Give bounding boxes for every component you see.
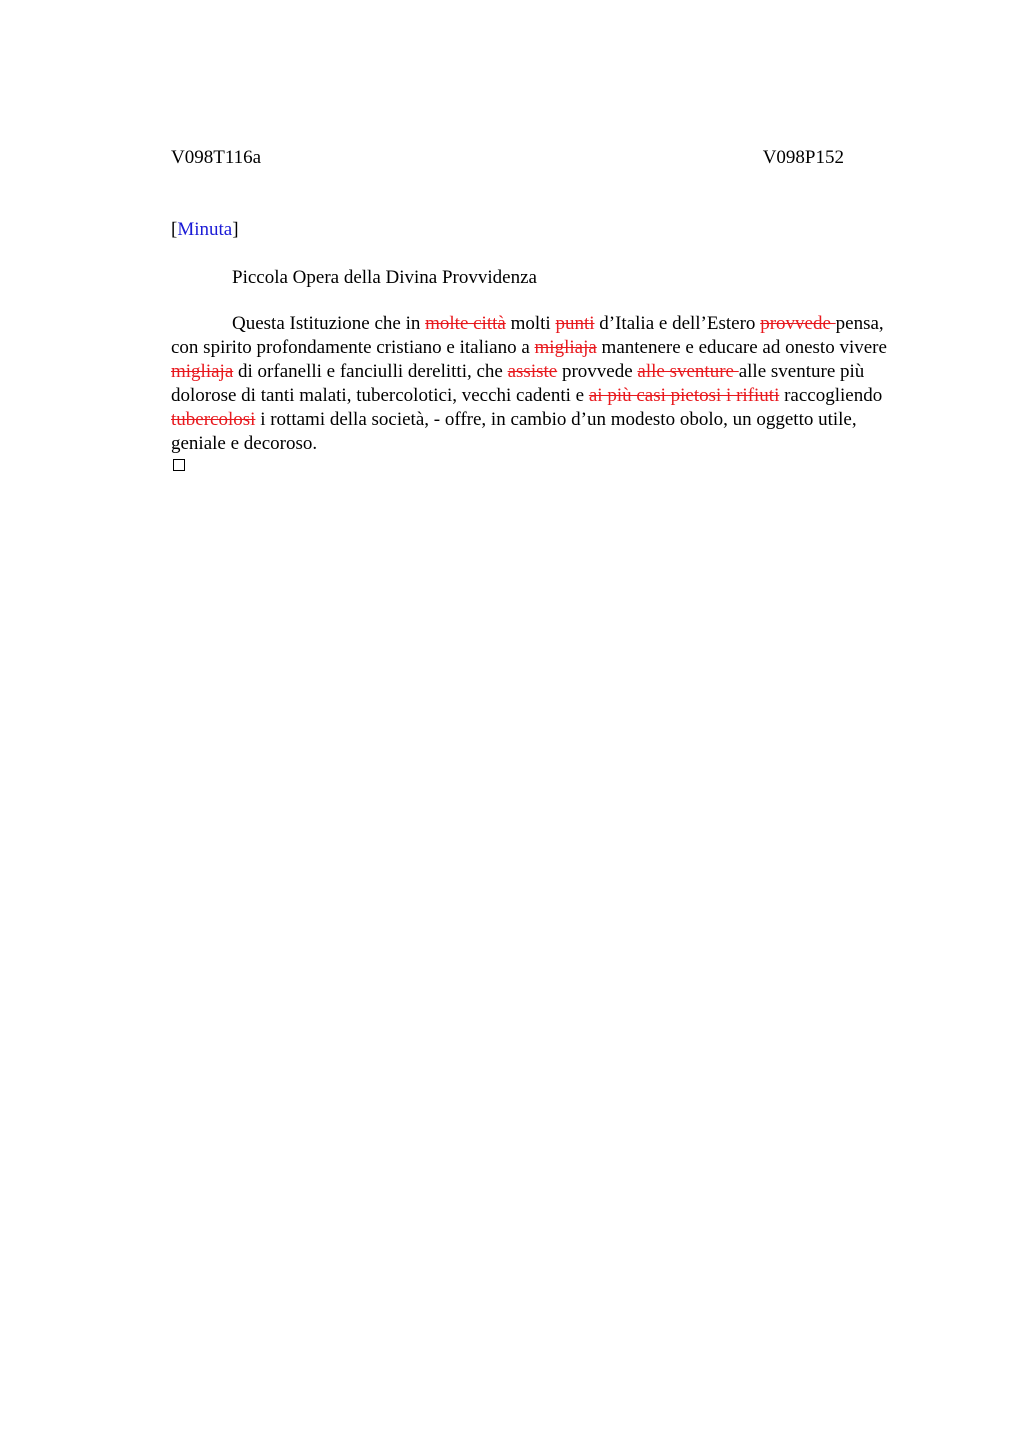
empty-square-icon (173, 459, 185, 471)
body-text-segment: pensa, con spirito profondamente cristiano e italiano a (171, 313, 884, 358)
document-title: Piccola Opera della Divina Provvidenza (232, 267, 537, 288)
body-text-segment: raccogliendo (779, 385, 883, 406)
body-text-segment: molti (505, 313, 556, 334)
deleted-text: alle sventure (637, 361, 739, 382)
document-type-label (171, 218, 239, 242)
deleted-text: molte città (425, 313, 506, 334)
body-text-segment: provvede (557, 361, 638, 382)
document-code-left: V098T116a (171, 147, 262, 168)
document-code-right: V098P152 (762, 147, 844, 168)
deleted-text: ai più casi pietosi i rifiuti (588, 385, 780, 406)
deleted-text: punti (555, 313, 595, 334)
body-text-segment: i rottami della società, - offre, in cambio d’un modesto obolo, un oggetto utile, geniale e decoroso. (171, 409, 857, 454)
body-text-segment: alle sventure più dolorose di tanti malati, tubercolotici, vecchi cadenti e (171, 361, 865, 406)
body-text-segment: d’Italia e dell’Estero (594, 313, 761, 334)
label-open-bracket: [ (171, 219, 178, 240)
body-text-segment: Questa Istituzione che in (232, 313, 426, 334)
label-close-bracket: ] (232, 219, 239, 240)
deleted-text: migliaja (534, 337, 597, 358)
body-text-segment: mantenere e educare ad onesto vivere (596, 337, 887, 358)
body-paragraph (171, 312, 901, 456)
body-text-segment: di orfanelli e fanciulli derelitti, che (233, 361, 508, 382)
deleted-text: assiste (507, 361, 558, 382)
deleted-text: migliaja (171, 361, 234, 382)
label-text: Minuta (177, 219, 233, 240)
deleted-text: tubercolosi (171, 409, 256, 430)
deleted-text: provvede (760, 313, 836, 334)
